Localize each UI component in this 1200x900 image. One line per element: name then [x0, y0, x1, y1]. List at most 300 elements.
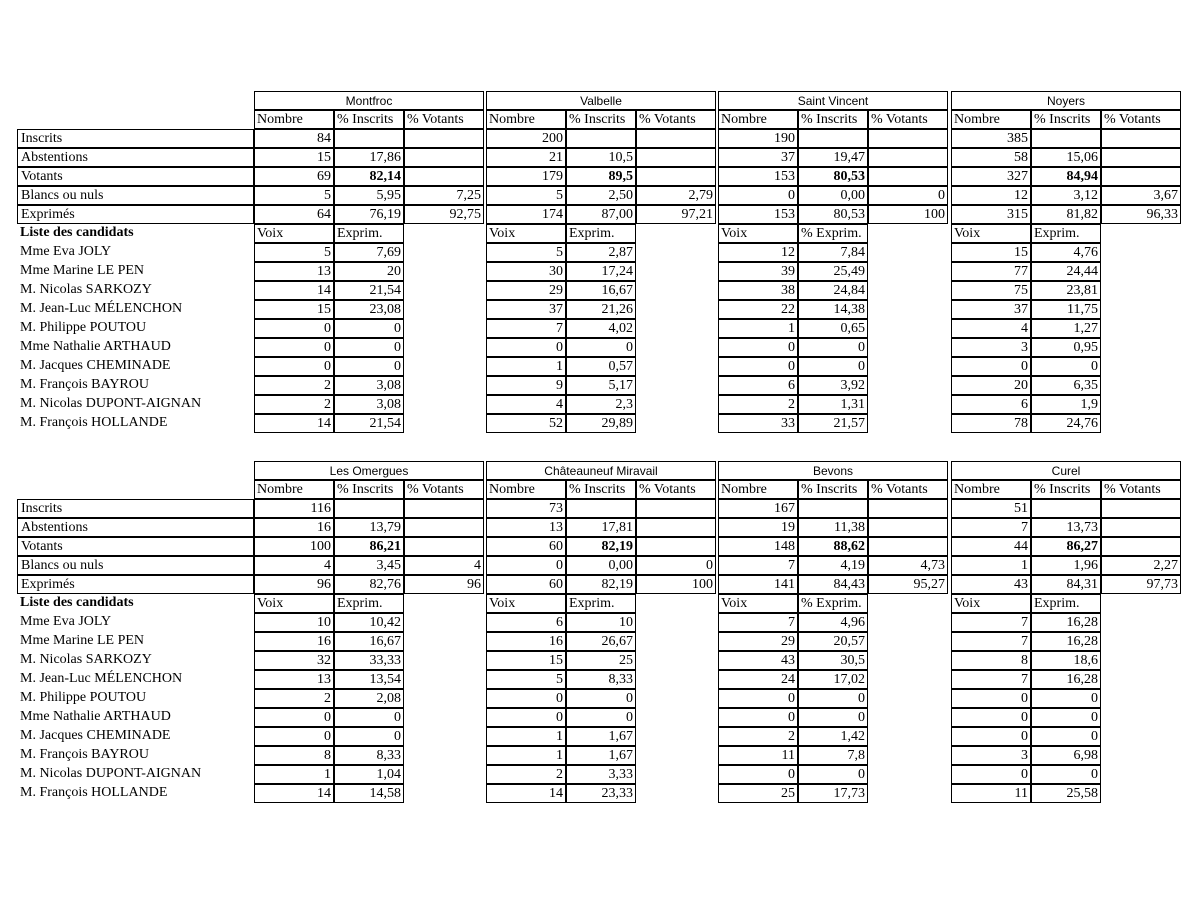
stat-cell	[566, 129, 636, 148]
voix-cell: 32	[254, 651, 334, 670]
column-header: % Votants	[1101, 110, 1181, 129]
voix-cell: 5	[254, 243, 334, 262]
voix-cell: 11	[718, 746, 798, 765]
exprim-cell: 0	[334, 727, 404, 746]
commune-name: Noyers	[951, 91, 1181, 110]
voix-cell: 16	[254, 632, 334, 651]
voix-cell: 1	[718, 319, 798, 338]
exprim-cell: 7,84	[798, 243, 868, 262]
stat-cell	[566, 499, 636, 518]
exprim-cell: 23,08	[334, 300, 404, 319]
stat-cell: 60	[486, 537, 566, 556]
stat-cell: 82,19	[566, 575, 636, 594]
stat-cell: 100	[254, 537, 334, 556]
stat-cell: 86,27	[1031, 537, 1101, 556]
voix-cell: 1	[486, 727, 566, 746]
stat-cell: 200	[486, 129, 566, 148]
stat-cell: 21	[486, 148, 566, 167]
column-header: % Inscrits	[566, 110, 636, 129]
commune-name: Curel	[951, 461, 1181, 480]
column-header: % Inscrits	[566, 480, 636, 499]
stat-cell: 44	[951, 537, 1031, 556]
column-header: % Inscrits	[334, 110, 404, 129]
exprim-cell: 4,96	[798, 613, 868, 632]
candidate-name: Mme Eva JOLY	[20, 614, 112, 629]
stat-cell: 0,00	[566, 556, 636, 575]
exprim-cell: 3,08	[334, 376, 404, 395]
exprim-cell: 0	[1031, 727, 1101, 746]
voix-cell: 0	[254, 708, 334, 727]
exprim-cell: 21,54	[334, 414, 404, 433]
stat-cell: 4	[254, 556, 334, 575]
column-header: % Votants	[404, 480, 484, 499]
stat-cell: 84,31	[1031, 575, 1101, 594]
column-header: Nombre	[718, 480, 798, 499]
stat-cell: 5	[486, 186, 566, 205]
voix-cell: 9	[486, 376, 566, 395]
exprim-cell: 23,81	[1031, 281, 1101, 300]
exprim-cell: 5,17	[566, 376, 636, 395]
stat-label: Abstentions	[17, 148, 254, 167]
stat-label: Blancs ou nuls	[17, 186, 254, 205]
exprim-header: Exprim.	[334, 224, 404, 243]
stat-cell: 10,5	[566, 148, 636, 167]
voix-cell: 5	[486, 670, 566, 689]
voix-cell: 14	[254, 414, 334, 433]
exprim-cell: 24,76	[1031, 414, 1101, 433]
candidate-name: M. Jacques CHEMINADE	[20, 728, 171, 743]
voix-cell: 12	[718, 243, 798, 262]
commune-name: Montfroc	[254, 91, 484, 110]
voix-cell: 1	[254, 765, 334, 784]
stat-cell	[636, 537, 716, 556]
stat-cell: 84,94	[1031, 167, 1101, 186]
stat-cell	[868, 167, 948, 186]
exprim-cell: 7,8	[798, 746, 868, 765]
exprim-cell: 0	[1031, 689, 1101, 708]
voix-cell: 0	[486, 708, 566, 727]
candidate-name: M. François HOLLANDE	[20, 415, 168, 430]
stat-cell: 5	[254, 186, 334, 205]
voix-cell: 0	[951, 708, 1031, 727]
stat-cell	[868, 537, 948, 556]
exprim-cell: 14,58	[334, 784, 404, 803]
voix-cell: 77	[951, 262, 1031, 281]
commune-name: Valbelle	[486, 91, 716, 110]
stat-cell: 87,00	[566, 205, 636, 224]
stat-cell	[868, 499, 948, 518]
exprim-header: % Exprim.	[798, 594, 868, 613]
exprim-cell: 13,54	[334, 670, 404, 689]
voix-cell: 38	[718, 281, 798, 300]
stat-cell: 76,19	[334, 205, 404, 224]
voix-cell: 0	[486, 338, 566, 357]
stat-cell: 190	[718, 129, 798, 148]
stat-cell: 96	[404, 575, 484, 594]
voix-cell: 2	[718, 395, 798, 414]
stat-cell: 2,27	[1101, 556, 1181, 575]
voix-cell: 78	[951, 414, 1031, 433]
voix-cell: 3	[951, 338, 1031, 357]
voix-cell: 8	[254, 746, 334, 765]
column-header: Nombre	[486, 110, 566, 129]
voix-cell: 14	[254, 784, 334, 803]
voix-cell: 10	[254, 613, 334, 632]
exprim-cell: 0	[334, 338, 404, 357]
exprim-cell: 25,49	[798, 262, 868, 281]
stat-cell	[1101, 499, 1181, 518]
stat-cell: 13,79	[334, 518, 404, 537]
stat-cell: 148	[718, 537, 798, 556]
voix-cell: 43	[718, 651, 798, 670]
candidate-name: Mme Marine LE PEN	[20, 633, 145, 648]
stat-cell: 51	[951, 499, 1031, 518]
stat-cell: 58	[951, 148, 1031, 167]
candidate-name: M. Jacques CHEMINADE	[20, 358, 171, 373]
column-header: % Inscrits	[334, 480, 404, 499]
voix-header: Voix	[951, 594, 1031, 613]
stat-cell: 15,06	[1031, 148, 1101, 167]
column-header: Nombre	[254, 480, 334, 499]
exprim-cell: 0	[334, 357, 404, 376]
stat-cell	[404, 499, 484, 518]
exprim-cell: 7,69	[334, 243, 404, 262]
exprim-cell: 6,35	[1031, 376, 1101, 395]
voix-cell: 0	[254, 319, 334, 338]
voix-cell: 15	[486, 651, 566, 670]
exprim-cell: 1,04	[334, 765, 404, 784]
voix-cell: 2	[254, 395, 334, 414]
stat-cell: 16	[254, 518, 334, 537]
voix-cell: 2	[254, 376, 334, 395]
stat-cell	[798, 129, 868, 148]
exprim-cell: 0	[798, 338, 868, 357]
column-header: % Votants	[1101, 480, 1181, 499]
column-header: % Inscrits	[1031, 480, 1101, 499]
exprim-cell: 2,87	[566, 243, 636, 262]
stat-cell: 86,21	[334, 537, 404, 556]
voix-cell: 6	[951, 395, 1031, 414]
voix-cell: 6	[486, 613, 566, 632]
exprim-cell: 21,57	[798, 414, 868, 433]
stat-label: Exprimés	[17, 575, 254, 594]
stat-label: Exprimés	[17, 205, 254, 224]
voix-cell: 0	[254, 357, 334, 376]
stat-cell: 89,5	[566, 167, 636, 186]
exprim-cell: 14,38	[798, 300, 868, 319]
candidate-name: Mme Nathalie ARTHAUD	[20, 709, 171, 724]
voix-cell: 24	[718, 670, 798, 689]
stat-cell: 179	[486, 167, 566, 186]
exprim-cell: 4,02	[566, 319, 636, 338]
exprim-cell: 0,95	[1031, 338, 1101, 357]
voix-cell: 39	[718, 262, 798, 281]
voix-cell: 15	[254, 300, 334, 319]
voix-cell: 14	[254, 281, 334, 300]
exprim-cell: 0,65	[798, 319, 868, 338]
stat-cell: 153	[718, 205, 798, 224]
voix-header: Voix	[486, 224, 566, 243]
candidate-name: M. Jean-Luc MÉLENCHON	[20, 671, 183, 686]
voix-cell: 22	[718, 300, 798, 319]
exprim-cell: 1,42	[798, 727, 868, 746]
column-header: % Inscrits	[798, 480, 868, 499]
stat-label: Inscrits	[17, 499, 254, 518]
exprim-cell: 3,92	[798, 376, 868, 395]
voix-cell: 33	[718, 414, 798, 433]
candidate-name: M. François BAYROU	[20, 377, 149, 392]
stat-cell: 37	[718, 148, 798, 167]
stat-cell: 92,75	[404, 205, 484, 224]
stat-cell: 15	[254, 148, 334, 167]
stat-cell: 2,79	[636, 186, 716, 205]
exprim-header: Exprim.	[334, 594, 404, 613]
stat-cell: 5,95	[334, 186, 404, 205]
stat-cell	[404, 518, 484, 537]
stat-cell: 116	[254, 499, 334, 518]
voix-cell: 0	[718, 357, 798, 376]
stat-cell: 1	[951, 556, 1031, 575]
voix-cell: 0	[486, 689, 566, 708]
stat-cell: 174	[486, 205, 566, 224]
stat-cell	[636, 167, 716, 186]
stat-cell: 141	[718, 575, 798, 594]
exprim-cell: 20	[334, 262, 404, 281]
exprim-cell: 21,26	[566, 300, 636, 319]
column-header: % Votants	[404, 110, 484, 129]
voix-cell: 37	[486, 300, 566, 319]
exprim-cell: 8,33	[334, 746, 404, 765]
column-header: % Votants	[868, 110, 948, 129]
exprim-cell: 0	[334, 708, 404, 727]
exprim-cell: 0,57	[566, 357, 636, 376]
stat-cell: 80,53	[798, 205, 868, 224]
exprim-cell: 17,73	[798, 784, 868, 803]
stat-cell: 11,38	[798, 518, 868, 537]
column-header: Nombre	[254, 110, 334, 129]
candidate-name: M. Jean-Luc MÉLENCHON	[20, 301, 183, 316]
exprim-cell: 0	[334, 319, 404, 338]
exprim-cell: 11,75	[1031, 300, 1101, 319]
exprim-cell: 0	[798, 765, 868, 784]
column-header: Nombre	[951, 110, 1031, 129]
stat-cell: 13,73	[1031, 518, 1101, 537]
voix-cell: 1	[486, 357, 566, 376]
voix-cell: 0	[718, 689, 798, 708]
stat-cell: 88,62	[798, 537, 868, 556]
stat-cell: 69	[254, 167, 334, 186]
voix-header: Voix	[951, 224, 1031, 243]
stat-cell	[1101, 167, 1181, 186]
stat-cell	[868, 518, 948, 537]
stat-cell	[1101, 129, 1181, 148]
stat-cell	[404, 129, 484, 148]
exprim-cell: 33,33	[334, 651, 404, 670]
voix-cell: 4	[486, 395, 566, 414]
column-header: Nombre	[951, 480, 1031, 499]
exprim-cell: 25	[566, 651, 636, 670]
commune-name: Châteauneuf Miravail	[486, 461, 716, 480]
stat-cell: 17,81	[566, 518, 636, 537]
voix-cell: 11	[951, 784, 1031, 803]
stat-cell: 7	[951, 518, 1031, 537]
stat-cell	[334, 499, 404, 518]
stat-cell: 0	[486, 556, 566, 575]
stat-cell: 153	[718, 167, 798, 186]
exprim-cell: 29,89	[566, 414, 636, 433]
voix-cell: 2	[718, 727, 798, 746]
stat-cell: 167	[718, 499, 798, 518]
stat-label: Votants	[17, 167, 254, 186]
candidate-name: M. François BAYROU	[20, 747, 149, 762]
stat-cell: 4,19	[798, 556, 868, 575]
stat-cell: 97,21	[636, 205, 716, 224]
exprim-cell: 1,31	[798, 395, 868, 414]
voix-cell: 7	[486, 319, 566, 338]
stat-cell	[1031, 129, 1101, 148]
exprim-cell: 0	[566, 338, 636, 357]
voix-header: Voix	[718, 594, 798, 613]
candidate-name: M. Nicolas DUPONT-AIGNAN	[20, 766, 202, 781]
voix-cell: 75	[951, 281, 1031, 300]
stat-label: Blancs ou nuls	[17, 556, 254, 575]
stat-cell: 0	[868, 186, 948, 205]
stat-cell	[798, 499, 868, 518]
exprim-cell: 24,84	[798, 281, 868, 300]
voix-cell: 0	[254, 727, 334, 746]
stat-cell: 0,00	[798, 186, 868, 205]
voix-cell: 7	[718, 613, 798, 632]
exprim-cell: 0	[798, 708, 868, 727]
stat-cell	[1101, 148, 1181, 167]
candidate-name: Mme Nathalie ARTHAUD	[20, 339, 171, 354]
column-header: Nombre	[486, 480, 566, 499]
stat-cell: 7,25	[404, 186, 484, 205]
exprim-header: Exprim.	[1031, 594, 1101, 613]
exprim-cell: 16,28	[1031, 632, 1101, 651]
stat-cell	[636, 129, 716, 148]
voix-cell: 13	[254, 670, 334, 689]
voix-cell: 1	[486, 746, 566, 765]
voix-cell: 14	[486, 784, 566, 803]
voix-cell: 15	[951, 243, 1031, 262]
stat-cell: 3,45	[334, 556, 404, 575]
candidates-header: Liste des candidats	[20, 225, 134, 240]
stat-cell: 73	[486, 499, 566, 518]
exprim-header: Exprim.	[566, 224, 636, 243]
voix-cell: 0	[718, 765, 798, 784]
voix-header: Voix	[254, 594, 334, 613]
stat-cell	[636, 518, 716, 537]
stat-cell	[1101, 537, 1181, 556]
commune-name: Les Omergues	[254, 461, 484, 480]
voix-header: Voix	[254, 224, 334, 243]
stat-cell: 0	[718, 186, 798, 205]
stat-cell: 19,47	[798, 148, 868, 167]
stat-cell: 385	[951, 129, 1031, 148]
candidate-name: Mme Marine LE PEN	[20, 263, 145, 278]
stat-cell	[1031, 499, 1101, 518]
exprim-cell: 26,67	[566, 632, 636, 651]
exprim-cell: 8,33	[566, 670, 636, 689]
commune-name: Bevons	[718, 461, 948, 480]
stat-cell	[334, 129, 404, 148]
stat-cell	[404, 167, 484, 186]
stat-cell: 100	[636, 575, 716, 594]
exprim-cell: 1,9	[1031, 395, 1101, 414]
exprim-cell: 30,5	[798, 651, 868, 670]
stat-cell: 84,43	[798, 575, 868, 594]
stat-cell: 96	[254, 575, 334, 594]
stat-cell: 0	[636, 556, 716, 575]
exprim-cell: 0	[1031, 708, 1101, 727]
exprim-cell: 23,33	[566, 784, 636, 803]
stat-cell: 80,53	[798, 167, 868, 186]
stat-cell: 97,73	[1101, 575, 1181, 594]
exprim-cell: 17,02	[798, 670, 868, 689]
stat-cell: 96,33	[1101, 205, 1181, 224]
stat-cell: 19	[718, 518, 798, 537]
voix-cell: 30	[486, 262, 566, 281]
column-header: % Inscrits	[1031, 110, 1101, 129]
stat-cell	[404, 537, 484, 556]
exprim-cell: 0	[798, 689, 868, 708]
exprim-header: Exprim.	[566, 594, 636, 613]
stat-label: Inscrits	[17, 129, 254, 148]
stat-cell: 100	[868, 205, 948, 224]
exprim-cell: 17,24	[566, 262, 636, 281]
stat-cell: 82,14	[334, 167, 404, 186]
column-header: Nombre	[718, 110, 798, 129]
voix-cell: 0	[718, 338, 798, 357]
voix-cell: 2	[254, 689, 334, 708]
exprim-cell: 21,54	[334, 281, 404, 300]
column-header: % Inscrits	[798, 110, 868, 129]
exprim-cell: 1,27	[1031, 319, 1101, 338]
voix-cell: 6	[718, 376, 798, 395]
candidates-header: Liste des candidats	[20, 595, 134, 610]
candidate-name: M. Philippe POUTOU	[20, 320, 147, 335]
candidate-name: M. François HOLLANDE	[20, 785, 168, 800]
voix-cell: 8	[951, 651, 1031, 670]
exprim-cell: 10,42	[334, 613, 404, 632]
exprim-cell: 1,67	[566, 727, 636, 746]
voix-cell: 13	[254, 262, 334, 281]
stat-cell: 82,19	[566, 537, 636, 556]
exprim-cell: 2,3	[566, 395, 636, 414]
exprim-cell: 0	[566, 708, 636, 727]
voix-cell: 3	[951, 746, 1031, 765]
exprim-cell: 16,28	[1031, 613, 1101, 632]
voix-cell: 0	[254, 338, 334, 357]
stat-cell: 3,12	[1031, 186, 1101, 205]
candidate-name: M. Nicolas DUPONT-AIGNAN	[20, 396, 202, 411]
exprim-cell: 25,58	[1031, 784, 1101, 803]
candidate-name: Mme Eva JOLY	[20, 244, 112, 259]
voix-cell: 29	[486, 281, 566, 300]
exprim-cell: 16,67	[566, 281, 636, 300]
stat-cell: 4	[404, 556, 484, 575]
voix-cell: 0	[951, 727, 1031, 746]
stat-cell: 1,96	[1031, 556, 1101, 575]
stat-cell: 43	[951, 575, 1031, 594]
exprim-cell: 0	[1031, 765, 1101, 784]
exprim-cell: 6,98	[1031, 746, 1101, 765]
stat-cell	[868, 148, 948, 167]
stat-cell	[636, 148, 716, 167]
stat-cell	[404, 148, 484, 167]
stat-cell: 64	[254, 205, 334, 224]
